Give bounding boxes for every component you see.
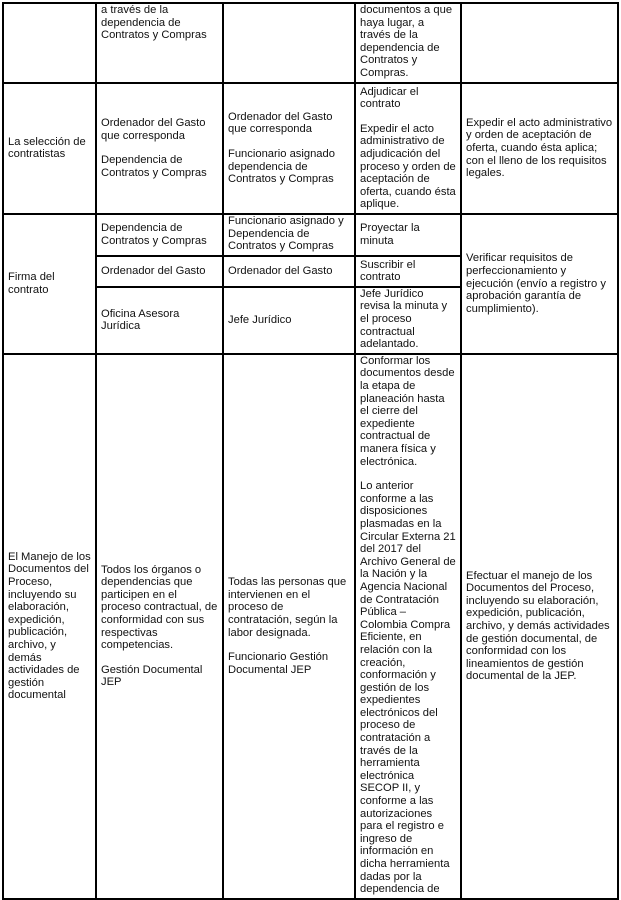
contract-process-table xyxy=(2,2,619,900)
responsible-text: Todas las personas que intervienen en el proceso de contratación, según la labor designada. xyxy=(228,576,347,639)
cell-control xyxy=(461,214,618,354)
responsible-text: Ordenador del Gasto que corresponda xyxy=(228,110,333,136)
dependency-text: Dependencia de Contratos y Compras xyxy=(101,154,207,179)
cell-responsible xyxy=(223,354,355,899)
cell-activity xyxy=(3,214,96,354)
responsible-text: Funcionario Gestión Documental JEP xyxy=(228,651,329,676)
cell-control xyxy=(461,3,618,83)
control-text: Efectuar el manejo de los Documentos del Proceso, incluyendo su elaboración, expedición, publicación, archivo, y demás actividades de gestión documental, de conformidad con los lineamientos de gestión documental de la JEP. xyxy=(466,569,610,683)
control-text: Expedir el acto administrativo y orden de aceptación de oferta, cuando ésta aplica; con el lleno de los requisitos legales. xyxy=(466,116,613,180)
cell-action xyxy=(355,214,461,256)
cell-action xyxy=(355,3,461,83)
cell-control xyxy=(461,83,618,214)
dependency-text: Todos los órganos o dependencias que participen en el proceso contractual, de conformidad con sus respectivas competencias. xyxy=(101,563,218,652)
cell-dependency xyxy=(96,354,223,899)
cell-responsible xyxy=(223,287,355,354)
action-text: Jefe Jurídico revisa la minuta y el proceso contractual adelantado. xyxy=(360,287,448,351)
dependency-text: Ordenador del Gasto que corresponda xyxy=(101,117,206,142)
cell-action xyxy=(355,83,461,214)
cell-dependency xyxy=(96,287,223,354)
dependency-text: Ordenador del Gasto xyxy=(101,264,206,277)
cell-responsible xyxy=(223,256,355,287)
responsible-text: Ordenador del Gasto xyxy=(228,264,333,277)
table-row xyxy=(3,214,618,256)
cell-action xyxy=(355,287,461,354)
cell-responsible xyxy=(223,3,355,83)
cell-activity xyxy=(3,354,96,899)
action-text: Lo anterior conforme a las disposiciones plasmadas en la Circular Externa 21 del 2017 del Archivo General de la Nación y la Agencia Nacional de Contratación Pública – Colombia Compra Eficiente, en relación con la creación, conformación y gestión de los expedientes electrónicos del proceso de contratación a través de la herramienta electrónica SECOP II, y conforme a las autorizaciones para el registro e ingreso de información en dicha herramienta dadas por la dependencia de xyxy=(360,480,456,896)
activity-text: La selección de contratistas xyxy=(8,135,86,161)
responsible-text: Jefe Jurídico xyxy=(228,314,292,327)
table-row xyxy=(3,354,618,899)
responsible-text: Funcionario asignado y Dependencia de Contratos y Compras xyxy=(228,214,344,253)
cell-dependency xyxy=(96,214,223,256)
cell-activity xyxy=(3,3,96,83)
dependency-text: Gestión Documental JEP xyxy=(101,663,203,689)
dependency-text: a través de la dependencia de Contratos y Compras xyxy=(101,4,207,42)
action-text: Conformar los documentos desde la etapa de planeación hasta el cierre del expediente contractual de manera física y electrónica. xyxy=(360,354,455,468)
cell-responsible xyxy=(223,214,355,256)
action-text: documentos a que haya lugar, a través de la dependencia de Contratos y Compras. xyxy=(360,4,453,79)
action-text: Suscribir el contrato xyxy=(360,258,416,284)
cell-control xyxy=(461,354,618,899)
control-text: Verificar requisitos de perfeccionamiento y ejecución (envío a registro y aprobación garantía de cumplimiento). xyxy=(466,252,606,315)
cell-dependency xyxy=(96,83,223,214)
action-text: Expedir el acto administrativo de adjudicación del proceso y orden de aceptación de oferta, cuando ésta aplique. xyxy=(360,122,456,211)
cell-responsible xyxy=(223,83,355,214)
cell-action xyxy=(355,354,461,899)
dependency-text: Dependencia de Contratos y Compras xyxy=(101,222,207,247)
table-row xyxy=(3,3,618,83)
action-text: Proyectar la minuta xyxy=(360,222,420,247)
cell-dependency xyxy=(96,3,223,83)
cell-action xyxy=(355,256,461,287)
action-text: Adjudicar el contrato xyxy=(360,85,419,111)
dependency-text: Oficina Asesora Jurídica xyxy=(101,307,180,333)
table-row xyxy=(3,83,618,214)
responsible-text: Funcionario asignado dependencia de Contratos y Compras xyxy=(228,147,335,186)
cell-dependency xyxy=(96,256,223,287)
activity-text: Firma del contrato xyxy=(8,271,55,296)
cell-activity xyxy=(3,83,96,214)
activity-text: El Manejo de los Documentos del Proceso, incluyendo su elaboración, expedición, publicación, archivo, y demás actividades de gestión documental xyxy=(8,550,91,702)
